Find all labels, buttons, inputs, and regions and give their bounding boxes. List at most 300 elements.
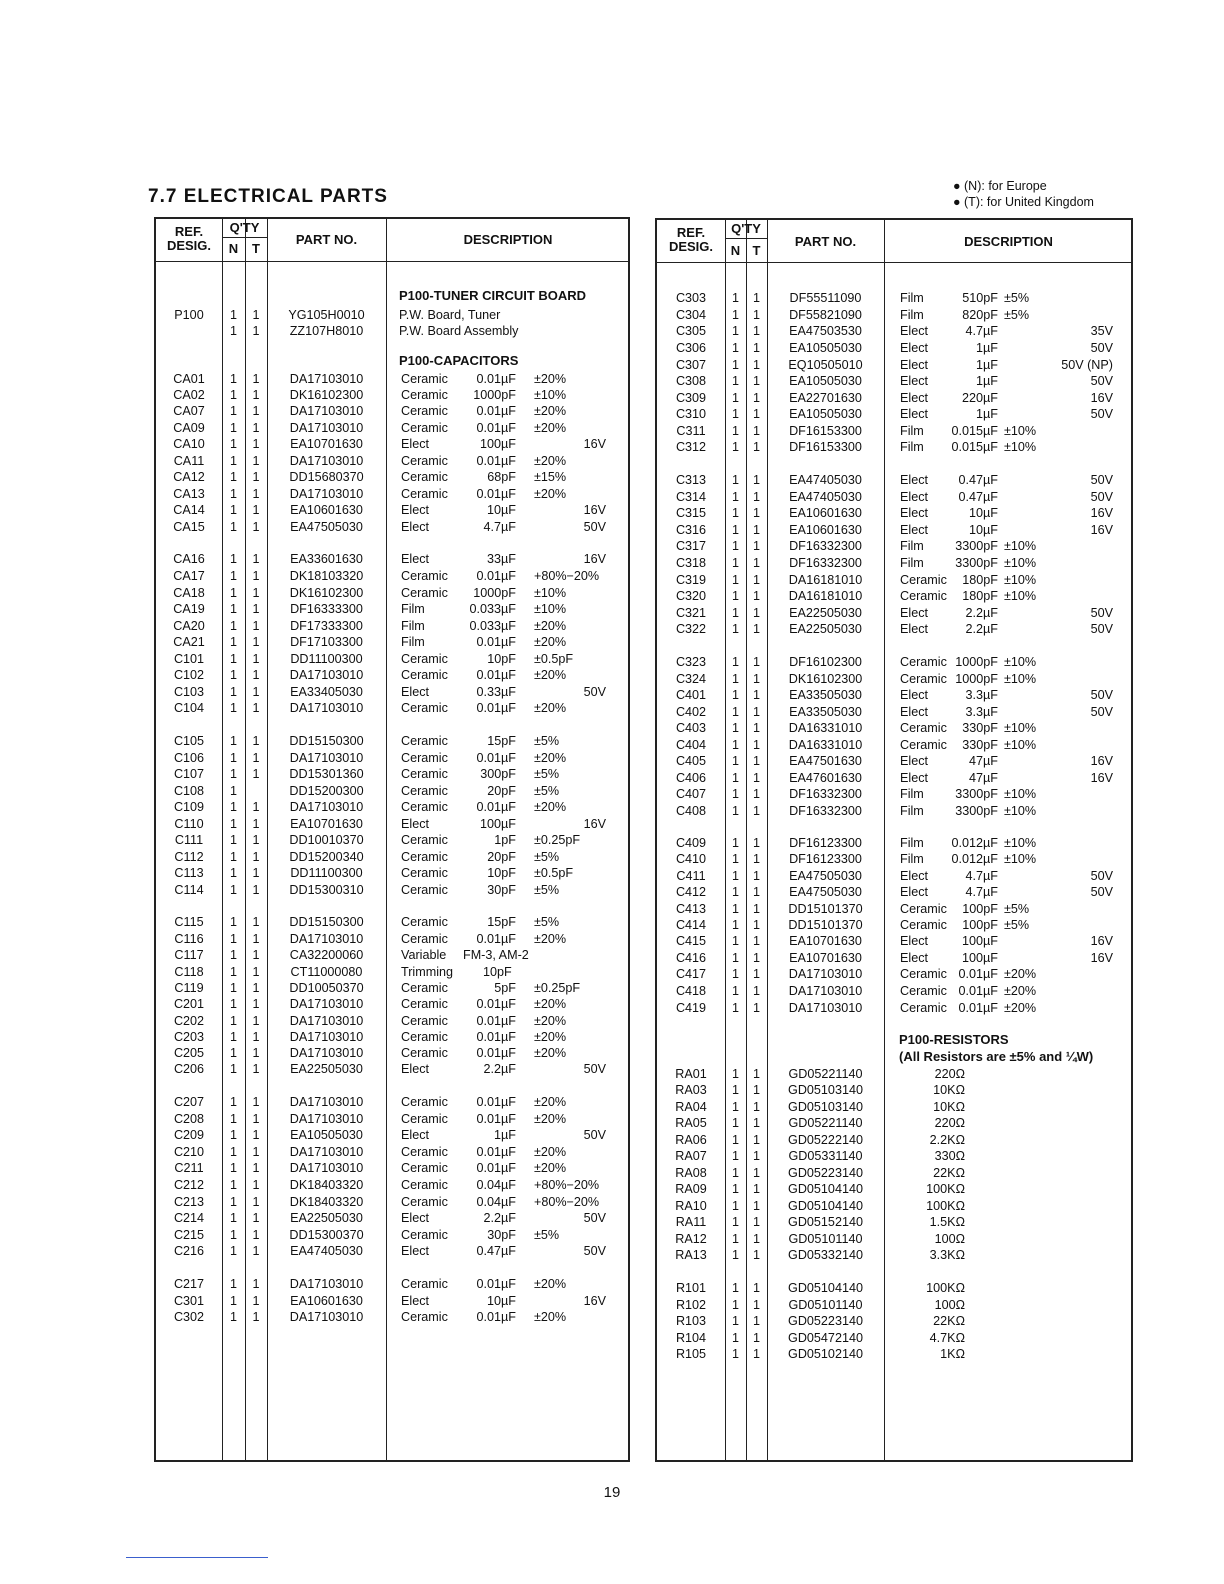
cell-t: 1 <box>752 1083 760 1097</box>
table-row <box>156 1276 628 1292</box>
cell-value: 0.01µF <box>476 932 516 946</box>
cell-n: 1 <box>229 652 237 666</box>
cell-value: 30pF <box>487 1228 516 1242</box>
cell-value: 0.04µF <box>476 1195 516 1209</box>
cell-value: 100Ω <box>934 1298 965 1312</box>
cell-pn: EA47405030 <box>290 1244 363 1258</box>
cell-value: 1µF <box>494 1128 516 1142</box>
cell-n: 1 <box>229 734 237 748</box>
cell-value: 0.033µF <box>469 619 516 633</box>
cell-ref: C319 <box>675 573 707 587</box>
cell-n: 1 <box>731 341 739 355</box>
cell-type: Elect <box>900 391 928 405</box>
cell-voltage: 50V <box>1090 869 1113 883</box>
table-row <box>156 766 628 782</box>
cell-n: 1 <box>229 784 237 798</box>
table-row <box>156 1029 628 1045</box>
cell-pn: EA33505030 <box>789 705 862 719</box>
cell-t: 1 <box>752 804 760 818</box>
cell-ref: C404 <box>675 738 707 752</box>
cell-value: 0.01µF <box>958 984 998 998</box>
parts-table-right <box>655 218 1133 1462</box>
cell-ref: C206 <box>173 1062 205 1076</box>
cell-type: Elect <box>900 951 928 965</box>
table-row <box>657 1231 1131 1247</box>
cell-pn: GD05102140 <box>788 1347 863 1361</box>
cell-ref: CA17 <box>173 569 205 583</box>
header-qty: Q'TY <box>229 220 260 235</box>
cell-voltage: 16V <box>583 503 606 517</box>
cell-t: 1 <box>752 473 760 487</box>
cell-t: 1 <box>252 685 260 699</box>
cell-n: 1 <box>731 539 739 553</box>
cell-pn: DA17103010 <box>788 967 863 981</box>
cell-n: 1 <box>731 836 739 850</box>
cell-pn: DF16332300 <box>789 539 862 553</box>
cell-type: Elect <box>900 705 928 719</box>
cell-t: 1 <box>252 586 260 600</box>
cell-n: 1 <box>731 308 739 322</box>
cell-ref: CA11 <box>173 454 205 468</box>
cell-tol: ±10% <box>1004 556 1037 570</box>
cell-ref: C411 <box>676 869 706 883</box>
cell-ref: C305 <box>675 324 707 338</box>
cell-pn: EA10601630 <box>290 1294 363 1308</box>
cell-pn: EA47505030 <box>789 885 862 899</box>
cell-t: 1 <box>252 850 260 864</box>
cell-t: 1 <box>252 1145 260 1159</box>
table-row <box>657 704 1131 720</box>
cell-ref: C215 <box>173 1228 205 1242</box>
cell-value: 0.01µF <box>476 997 516 1011</box>
cell-n: 1 <box>229 308 237 322</box>
cell-t: 1 <box>252 1228 260 1242</box>
cell-t: 1 <box>752 1215 760 1229</box>
cell-pn: ZZ107H8010 <box>289 324 364 338</box>
cell-t: 1 <box>752 1199 760 1213</box>
cell-t: 1 <box>752 1314 760 1328</box>
cell-t: 1 <box>752 771 760 785</box>
cell-type: Elect <box>900 506 928 520</box>
cell-t: 1 <box>252 997 260 1011</box>
table-row <box>657 1214 1131 1230</box>
cell-t: 1 <box>752 869 760 883</box>
cell-type: Film <box>900 804 924 818</box>
cell-voltage: 50V <box>1090 490 1113 504</box>
cell-t: 1 <box>752 885 760 899</box>
cell-pn: GD05331140 <box>788 1149 863 1163</box>
cell-type: Elect <box>401 1062 429 1076</box>
cell-type: Ceramic <box>401 652 448 666</box>
cell-ref: C106 <box>173 751 205 765</box>
cell-ref: C208 <box>173 1112 205 1126</box>
cell-voltage: 50V <box>583 1244 606 1258</box>
cell-tol: ±20% <box>534 1046 567 1060</box>
cell-type: Elect <box>401 503 429 517</box>
cell-pn: GD05103140 <box>788 1083 863 1097</box>
cell-value: 3300pF <box>955 787 998 801</box>
table-row <box>156 980 628 996</box>
cell-n: 1 <box>731 918 739 932</box>
cell-pn: DF55511090 <box>789 291 862 305</box>
cell-n: 1 <box>229 668 237 682</box>
cell-ref: C315 <box>675 506 707 520</box>
cell-tol: ±10% <box>1004 573 1037 587</box>
cell-t: 1 <box>252 866 260 880</box>
cell-pn: GD05221140 <box>788 1116 863 1130</box>
cell-ref: C402 <box>675 705 707 719</box>
cell-value: 100KΩ <box>926 1281 965 1295</box>
cell-value: 0.01µF <box>476 1161 516 1175</box>
table-row <box>657 786 1131 802</box>
cell-ref: C207 <box>173 1095 205 1109</box>
cell-n: 1 <box>731 688 739 702</box>
cell-value: 0.01µF <box>476 1030 516 1044</box>
cell-tol: ±10% <box>1004 589 1037 603</box>
cell-voltage: 16V <box>583 552 606 566</box>
cell-ref: C309 <box>675 391 707 405</box>
cell-n: 1 <box>229 701 237 715</box>
cell-value: 47µF <box>969 771 998 785</box>
table-row <box>156 882 628 898</box>
cell-type: Elect <box>900 869 928 883</box>
cell-ref: CA09 <box>173 421 205 435</box>
cell-ref: RA01 <box>675 1067 707 1081</box>
table-row <box>657 1032 1131 1048</box>
cell-ref: C210 <box>173 1145 205 1159</box>
cell-value: 2.2KΩ <box>929 1133 965 1147</box>
table-row <box>156 914 628 930</box>
section-heading: (All Resistors are ±5% and ¼W) <box>899 1049 1094 1064</box>
cell-pn: DA17103010 <box>289 372 364 386</box>
cell-tol: ±0.5pF <box>534 652 574 666</box>
cell-pn: GD05104140 <box>788 1182 863 1196</box>
table-row <box>657 538 1131 554</box>
cell-tol: ±15% <box>534 470 567 484</box>
cell-n: 1 <box>229 981 237 995</box>
cell-pn: DF16102300 <box>789 655 862 669</box>
cell-pn: EA10505030 <box>789 407 862 421</box>
cell-t: 1 <box>752 655 760 669</box>
cell-t: 1 <box>252 817 260 831</box>
cell-t: 1 <box>252 981 260 995</box>
cell-value: 2.2µF <box>483 1062 516 1076</box>
cell-t: 1 <box>252 734 260 748</box>
cell-type: Ceramic <box>401 981 448 995</box>
cell-ref: RA06 <box>675 1133 707 1147</box>
cell-tol: ±20% <box>534 800 567 814</box>
cell-t: 1 <box>252 1161 260 1175</box>
cell-ref: CA13 <box>173 487 205 501</box>
cell-value: 10µF <box>487 1294 516 1308</box>
cell-voltage: 50V <box>1090 407 1113 421</box>
table-row <box>657 1066 1131 1082</box>
cell-pn: DA17103010 <box>289 1112 364 1126</box>
cell-tol: ±0.25pF <box>534 981 581 995</box>
cell-voltage: 50V <box>1090 622 1113 636</box>
cell-t: 1 <box>752 1248 760 1262</box>
cell-pn: DF17103300 <box>290 635 363 649</box>
table-row <box>156 1227 628 1243</box>
header-t: T <box>752 243 761 258</box>
cell-t: 1 <box>752 1133 760 1147</box>
cell-pn: DD15200300 <box>289 784 364 798</box>
table-row <box>657 373 1131 389</box>
cell-voltage: 16V <box>1090 391 1113 405</box>
cell-pn: GD05104140 <box>788 1199 863 1213</box>
footer-rule <box>126 1557 268 1558</box>
cell-ref: C409 <box>675 836 707 850</box>
table-row <box>657 884 1131 900</box>
cell-ref: RA03 <box>675 1083 707 1097</box>
cell-ref: C115 <box>174 915 204 929</box>
cell-t: 1 <box>252 833 260 847</box>
cell-pn: DD15150300 <box>289 915 364 929</box>
cell-ref: C407 <box>675 787 707 801</box>
cell-value: 0.47µF <box>958 473 998 487</box>
cell-tol: ±5% <box>534 1228 560 1242</box>
cell-value: 3.3KΩ <box>929 1248 965 1262</box>
cell-pn: DD15680370 <box>289 470 364 484</box>
cell-n: 1 <box>731 804 739 818</box>
cell-type: Ceramic <box>401 569 448 583</box>
cell-n: 1 <box>229 454 237 468</box>
cell-tol: ±10% <box>534 602 567 616</box>
table-row <box>657 1165 1131 1181</box>
cell-n: 1 <box>731 506 739 520</box>
cell-type: Elect <box>900 407 928 421</box>
cell-n: 1 <box>229 619 237 633</box>
cell-value: 0.47µF <box>476 1244 516 1258</box>
cell-n: 1 <box>229 850 237 864</box>
table-row <box>156 634 628 650</box>
cell-pn: CA32200060 <box>289 948 364 962</box>
cell-n: 1 <box>731 852 739 866</box>
cell-n: 1 <box>731 589 739 603</box>
cell-ref: C304 <box>675 308 707 322</box>
cell-n: 1 <box>229 1030 237 1044</box>
cell-tol: ±20% <box>534 997 567 1011</box>
table-row <box>657 472 1131 488</box>
table-row <box>156 486 628 502</box>
cell-ref: C321 <box>675 606 707 620</box>
cell-type: Elect <box>401 1294 429 1308</box>
cell-value: 100pF <box>962 902 998 916</box>
cell-value: 15pF <box>487 915 516 929</box>
table-row <box>156 1177 628 1193</box>
cell-ref: C118 <box>174 965 204 979</box>
table-row <box>156 1061 628 1077</box>
cell-value: 2.2µF <box>965 622 998 636</box>
cell-pn: DD10050370 <box>289 981 364 995</box>
cell-value: 0.015µF <box>951 440 998 454</box>
cell-ref: C202 <box>173 1014 205 1028</box>
cell-n: 1 <box>229 932 237 946</box>
cell-value: 0.01µF <box>958 1001 998 1015</box>
cell-n: 1 <box>731 672 739 686</box>
cell-value: 0.01µF <box>476 701 516 715</box>
table-row <box>657 1115 1131 1131</box>
cell-pn: DA16181010 <box>788 573 863 587</box>
cell-n: 1 <box>229 520 237 534</box>
table-row <box>657 1181 1131 1197</box>
page-number: 19 <box>603 1484 621 1501</box>
table-row <box>657 1049 1131 1065</box>
cell-pn: DA17103010 <box>289 487 364 501</box>
cell-n: 1 <box>229 1310 237 1324</box>
table-row <box>156 964 628 980</box>
cell-ref: C307 <box>675 358 707 372</box>
cell-n: 1 <box>731 771 739 785</box>
cell-tol: ±10% <box>1004 440 1037 454</box>
cell-tol: ±10% <box>534 388 567 402</box>
cell-t: 1 <box>252 503 260 517</box>
cell-ref: C323 <box>675 655 707 669</box>
note-uk: ● (T): for United Kingdom <box>953 195 1094 209</box>
cell-type: Film <box>900 556 924 570</box>
cell-ref: C111 <box>174 833 204 847</box>
cell-pn: GD05222140 <box>788 1133 863 1147</box>
cell-voltage: 50V <box>1090 341 1113 355</box>
table-row <box>657 307 1131 323</box>
cell-pn: GD05152140 <box>788 1215 863 1229</box>
cell-ref: C311 <box>676 424 706 438</box>
cell-n: 1 <box>229 866 237 880</box>
cell-value: 0.01µF <box>476 1046 516 1060</box>
cell-value: 330Ω <box>934 1149 965 1163</box>
cell-ref: CA10 <box>173 437 205 451</box>
cell-t: 1 <box>252 1014 260 1028</box>
cell-t: 1 <box>752 1067 760 1081</box>
cell-type: Ceramic <box>900 984 947 998</box>
cell-t: 1 <box>752 967 760 981</box>
cell-t: 1 <box>752 787 760 801</box>
cell-type: Ceramic <box>401 1046 448 1060</box>
cell-value: 0.01µF <box>476 1310 516 1324</box>
cell-ref: C114 <box>174 883 204 897</box>
cell-pn: DF16333300 <box>290 602 363 616</box>
cell-n: 1 <box>731 490 739 504</box>
table-row <box>156 1094 628 1110</box>
cell-ref: C312 <box>675 440 707 454</box>
cell-n: 1 <box>229 635 237 649</box>
cell-n: 1 <box>731 1314 739 1328</box>
cell-pn: GD05104140 <box>788 1281 863 1295</box>
cell-type: Ceramic <box>900 589 947 603</box>
cell-value: 100µF <box>480 437 516 451</box>
cell-value: 220µF <box>962 391 998 405</box>
table-row <box>156 1210 628 1226</box>
cell-type: Ceramic <box>401 751 448 765</box>
cell-t: 1 <box>252 388 260 402</box>
table-row <box>156 1160 628 1176</box>
cell-pn: DD15150300 <box>289 734 364 748</box>
cell-value: 100µF <box>962 934 998 948</box>
cell-tol: ±20% <box>1004 1001 1037 1015</box>
cell-type: Ceramic <box>401 586 448 600</box>
cell-type: Elect <box>401 552 429 566</box>
cell-tol: ±20% <box>534 372 567 386</box>
cell-ref: RA10 <box>675 1199 707 1213</box>
cell-pn: DA17103010 <box>289 1014 364 1028</box>
cell-n: 1 <box>731 473 739 487</box>
cell-n: 1 <box>229 569 237 583</box>
table-row <box>156 996 628 1012</box>
cell-ref: C117 <box>174 948 204 962</box>
cell-type: Elect <box>900 523 928 537</box>
cell-n: 1 <box>731 1248 739 1262</box>
cell-pn: DA17103010 <box>289 421 364 435</box>
cell-pn: EA10701630 <box>290 437 363 451</box>
cell-value: 10µF <box>487 503 516 517</box>
cell-n: 1 <box>229 437 237 451</box>
cell-type: Elect <box>900 885 928 899</box>
cell-type: Film <box>900 424 924 438</box>
cell-ref: CA02 <box>173 388 205 402</box>
table-row <box>156 1111 628 1127</box>
cell-ref: C414 <box>675 918 707 932</box>
cell-t: 1 <box>752 672 760 686</box>
cell-t: 1 <box>752 291 760 305</box>
cell-type: Ceramic <box>401 1095 448 1109</box>
cell-type: Ceramic <box>401 1145 448 1159</box>
cell-n: 1 <box>229 1128 237 1142</box>
table-row <box>657 1148 1131 1164</box>
table-row <box>156 849 628 865</box>
cell-ref: C320 <box>675 589 707 603</box>
table-row <box>156 403 628 419</box>
cell-t: 1 <box>252 324 260 338</box>
cell-ref: C412 <box>675 885 707 899</box>
cell-tol: ±5% <box>534 850 560 864</box>
cell-type: Ceramic <box>900 573 947 587</box>
cell-ref: C314 <box>675 490 707 504</box>
cell-n: 1 <box>229 503 237 517</box>
cell-ref: R103 <box>675 1314 707 1328</box>
cell-ref: C310 <box>675 407 707 421</box>
cell-n: 1 <box>229 1195 237 1209</box>
cell-value: 180pF <box>962 573 998 587</box>
cell-value: 20pF <box>487 850 516 864</box>
cell-type: Ceramic <box>900 721 947 735</box>
cell-t: 1 <box>752 539 760 553</box>
cell-tol: ±5% <box>1004 291 1030 305</box>
table-row <box>156 371 628 387</box>
cell-pn: GD05472140 <box>788 1331 863 1345</box>
cell-t: 1 <box>752 622 760 636</box>
cell-type: Ceramic <box>401 1310 448 1324</box>
cell-n: 1 <box>731 869 739 883</box>
cell-tol: +80%−20% <box>534 569 600 583</box>
cell-tol: ±10% <box>1004 539 1037 553</box>
cell-t: 1 <box>252 569 260 583</box>
cell-type: Film <box>900 308 924 322</box>
cell-type: Ceramic <box>900 738 947 752</box>
table-row <box>156 436 628 452</box>
table-row <box>657 505 1131 521</box>
cell-tol: ±5% <box>1004 902 1030 916</box>
table-row <box>657 555 1131 571</box>
cell-pn: DD15300310 <box>289 883 364 897</box>
cell-value: 0.33µF <box>476 685 516 699</box>
cell-n: 1 <box>731 622 739 636</box>
cell-type: Ceramic <box>401 997 448 1011</box>
cell-n: 1 <box>731 424 739 438</box>
cell-t: 1 <box>752 1001 760 1015</box>
cell-pn: DD15300370 <box>289 1228 364 1242</box>
cell-tol: ±10% <box>1004 424 1037 438</box>
table-row <box>156 684 628 700</box>
